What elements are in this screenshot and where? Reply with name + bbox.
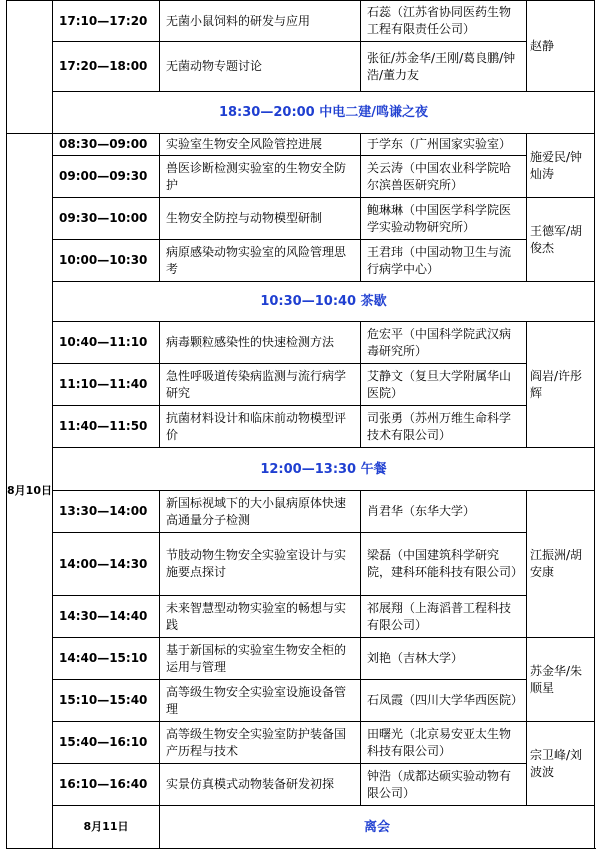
time-cell: 15:40—16:10 xyxy=(53,722,160,764)
table-row xyxy=(7,806,595,849)
time-cell: 17:20—18:00 xyxy=(53,42,160,92)
chair-cell: 宗卫峰/刘波波 xyxy=(527,722,595,806)
table-row xyxy=(7,364,595,406)
table-row xyxy=(7,680,595,722)
speaker-cell: 刘艳（吉林大学） xyxy=(361,638,527,680)
speaker-cell: 于学东（广州国家实验室） xyxy=(361,134,527,156)
session-band: 10:30—10:40 茶歇 xyxy=(53,282,595,322)
topic-cell: 实验室生物安全风险管控进展 xyxy=(160,134,361,156)
chair-cell: 赵静 xyxy=(527,1,595,92)
topic-cell: 抗菌材料设计和临床前动物模型评价 xyxy=(160,406,361,448)
speaker-cell: 田曙光（北京易安亚太生物科技有限公司） xyxy=(361,722,527,764)
topic-cell: 实景仿真模式动物装备研发初探 xyxy=(160,764,361,806)
table-row xyxy=(7,240,595,282)
table-row xyxy=(7,448,595,491)
speaker-cell: 肖君华（东华大学） xyxy=(361,491,527,533)
table-row xyxy=(7,722,595,764)
topic-cell: 新国标视域下的大小鼠病原体快速高通量分子检测 xyxy=(160,491,361,533)
schedule-table xyxy=(6,0,595,849)
time-cell: 14:00—14:30 xyxy=(53,533,160,596)
table-row xyxy=(7,1,595,42)
topic-cell: 未来智慧型动物实验室的畅想与实践 xyxy=(160,596,361,638)
time-cell: 14:30—14:40 xyxy=(53,596,160,638)
topic-cell: 高等级生物安全实验室设施设备管理 xyxy=(160,680,361,722)
speaker-cell: 石蕊（江苏省协同医药生物工程有限责任公司） xyxy=(361,1,527,42)
time-cell: 16:10—16:40 xyxy=(53,764,160,806)
table-row xyxy=(7,282,595,322)
date-cell-empty xyxy=(7,1,53,134)
time-cell: 10:40—11:10 xyxy=(53,322,160,364)
table-row xyxy=(7,596,595,638)
time-cell: 09:00—09:30 xyxy=(53,156,160,198)
session-band: 离会 xyxy=(160,806,595,849)
speaker-cell: 石凤霞（四川大学华西医院） xyxy=(361,680,527,722)
speaker-cell: 张征/苏金华/王刚/葛良鹏/钟浩/董力友 xyxy=(361,42,527,92)
table-row xyxy=(7,406,595,448)
table-row xyxy=(7,156,595,198)
table-row xyxy=(7,491,595,533)
topic-cell: 高等级生物安全实验室防护装备国产历程与技术 xyxy=(160,722,361,764)
time-cell: 11:10—11:40 xyxy=(53,364,160,406)
speaker-cell: 艾静文（复旦大学附属华山医院） xyxy=(361,364,527,406)
chair-cell: 施爱民/钟灿涛 xyxy=(527,134,595,198)
session-band: 12:00—13:30 午餐 xyxy=(53,448,595,491)
chair-cell: 阎岩/许彤辉 xyxy=(527,322,595,448)
topic-cell: 兽医诊断检测实验室的生物安全防护 xyxy=(160,156,361,198)
speaker-cell: 梁磊（中国建筑科学研究院，建科环能科技有限公司） xyxy=(361,533,527,596)
chair-cell: 苏金华/朱顺星 xyxy=(527,638,595,722)
time-cell: 10:00—10:30 xyxy=(53,240,160,282)
time-cell: 17:10—17:20 xyxy=(53,1,160,42)
date-cell: 8月10日 xyxy=(7,134,53,849)
speaker-cell: 关云涛（中国农业科学院哈尔滨兽医研究所） xyxy=(361,156,527,198)
time-cell: 09:30—10:00 xyxy=(53,198,160,240)
date-cell: 8月11日 xyxy=(53,806,160,849)
topic-cell: 无菌动物专题讨论 xyxy=(160,42,361,92)
table-row xyxy=(7,134,595,156)
time-cell: 11:40—11:50 xyxy=(53,406,160,448)
topic-cell: 生物安全防控与动物模型研制 xyxy=(160,198,361,240)
chair-cell: 江振洲/胡安康 xyxy=(527,491,595,638)
speaker-cell: 钟浩（成都达硕实验动物有限公司） xyxy=(361,764,527,806)
speaker-cell: 司张勇（苏州万维生命科学技术有限公司） xyxy=(361,406,527,448)
chair-cell: 王德军/胡俊杰 xyxy=(527,198,595,282)
time-cell: 14:40—15:10 xyxy=(53,638,160,680)
topic-cell: 病原感染动物实验室的风险管理思考 xyxy=(160,240,361,282)
topic-cell: 无菌小鼠饲料的研发与应用 xyxy=(160,1,361,42)
table-row xyxy=(7,92,595,134)
table-row xyxy=(7,42,595,92)
session-band: 18:30—20:00 中电二建/鸣谦之夜 xyxy=(53,92,595,134)
time-cell: 13:30—14:00 xyxy=(53,491,160,533)
topic-cell: 节肢动物生物安全实验室设计与实施要点探讨 xyxy=(160,533,361,596)
table-row xyxy=(7,764,595,806)
topic-cell: 病毒颗粒感染性的快速检测方法 xyxy=(160,322,361,364)
time-cell: 15:10—15:40 xyxy=(53,680,160,722)
speaker-cell: 王君玮（中国动物卫生与流行病学中心） xyxy=(361,240,527,282)
speaker-cell: 鲍琳琳（中国医学科学院医学实验动物研究所） xyxy=(361,198,527,240)
table-row xyxy=(7,533,595,596)
table-row xyxy=(7,198,595,240)
table-row xyxy=(7,638,595,680)
topic-cell: 急性呼吸道传染病监测与流行病学研究 xyxy=(160,364,361,406)
speaker-cell: 危宏平（中国科学院武汉病毒研究所） xyxy=(361,322,527,364)
table-row xyxy=(7,322,595,364)
speaker-cell: 祁展翔（上海滔普工程科技有限公司） xyxy=(361,596,527,638)
time-cell: 08:30—09:00 xyxy=(53,134,160,156)
topic-cell: 基于新国标的实验室生物安全柜的运用与管理 xyxy=(160,638,361,680)
